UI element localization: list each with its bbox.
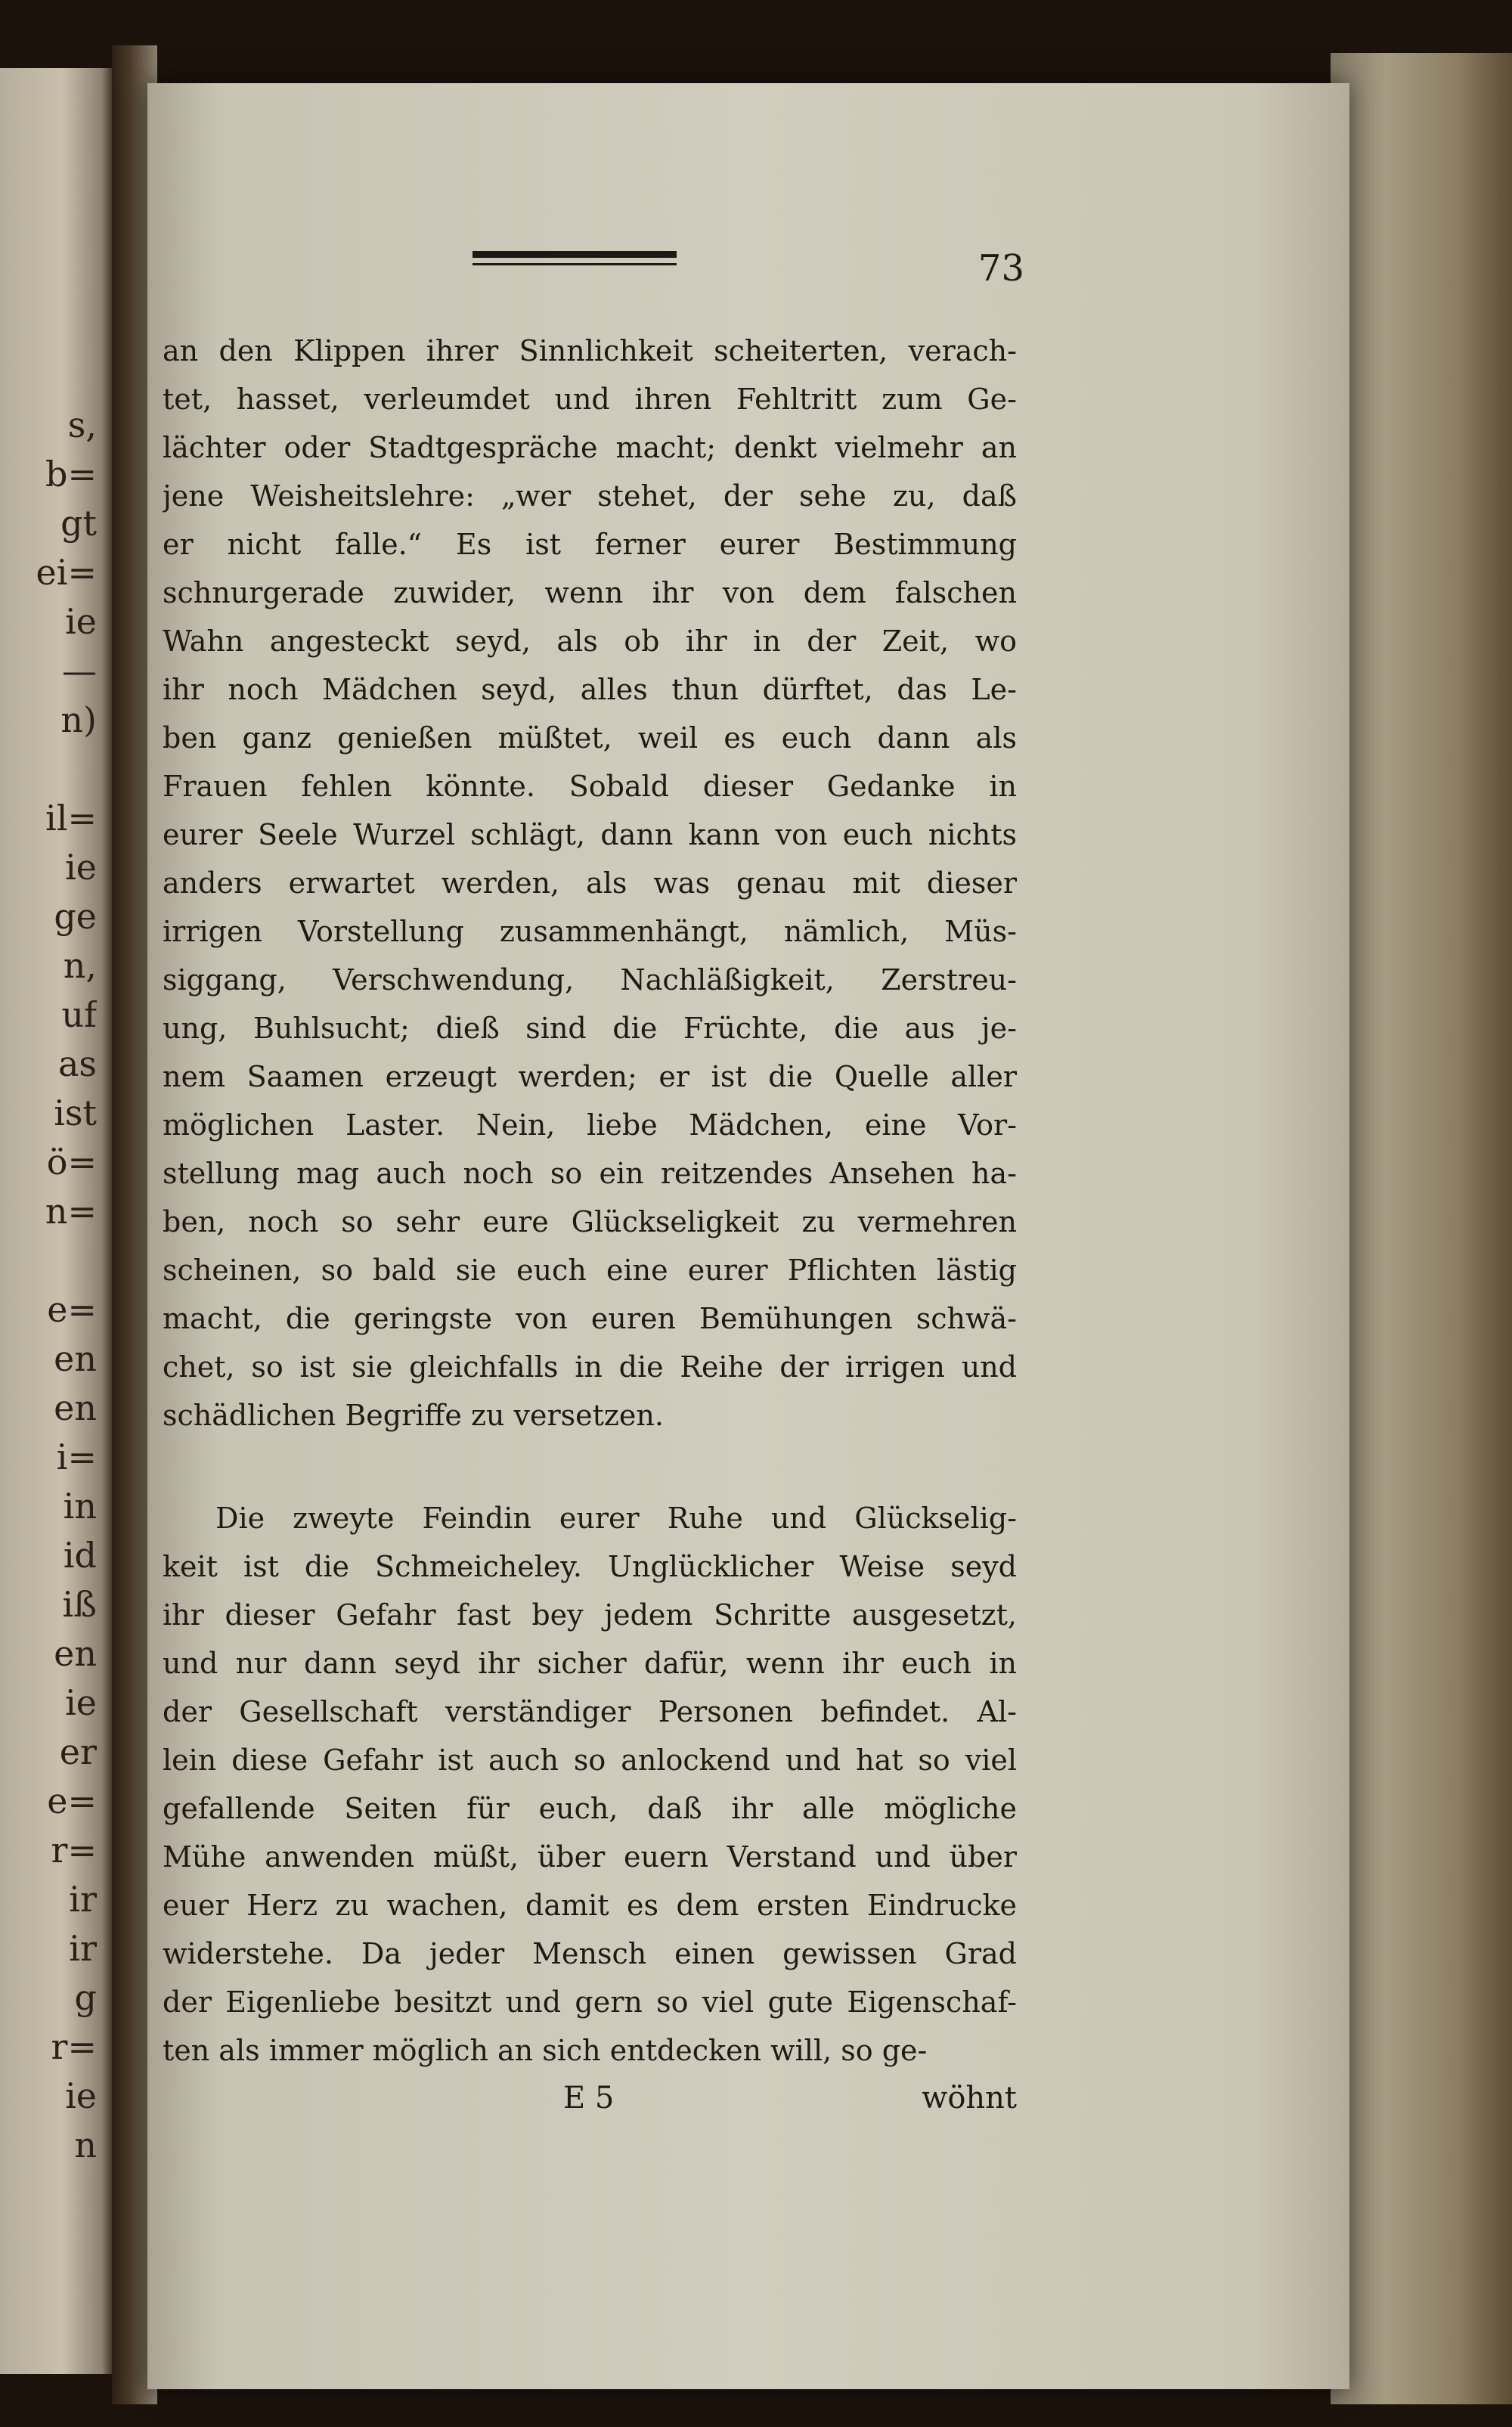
left-page-fragment: er	[59, 1731, 97, 1772]
header-rule	[472, 251, 677, 258]
left-page-fragment	[6, 745, 97, 794]
paragraph-2	[163, 1494, 1017, 2075]
text-line: irrigen Vorstellung zusammenhängt, nämlich, Müs-	[163, 915, 1017, 948]
left-page-fragment: ge	[54, 896, 97, 937]
header-rule-thin	[472, 263, 677, 265]
text-line: Mühe anwenden müßt, über euern Verstand und über	[163, 1840, 1017, 1874]
text-line: an den Klippen ihrer Sinnlichkeit scheiterten, verach-	[163, 334, 1017, 367]
left-page-fragment: i=	[56, 1437, 97, 1477]
text-line: nem Saamen erzeugt werden; er ist die Quelle aller	[163, 1060, 1017, 1093]
left-page-fragment: iß	[62, 1584, 97, 1625]
left-page-fragment: in	[63, 1486, 97, 1527]
left-page-fragment: e=	[47, 1289, 97, 1330]
left-page-fragment: il=	[45, 798, 97, 838]
text-line: ben ganz genießen müßtet, weil es euch dann als	[163, 721, 1017, 755]
text-line: ben, noch so sehr eure Glückseligkeit zu vermehren	[163, 1205, 1017, 1238]
left-page-fragment: ir	[69, 1879, 97, 1920]
text-line: ung, Buhlsucht; dieß sind die Früchte, die aus je-	[163, 1012, 1017, 1045]
left-page-fragment: s,	[67, 404, 97, 445]
text-line: der Eigenliebe besitzt und gern so viel gute Eigenschaf-	[163, 1985, 1017, 2019]
text-line: siggang, Verschwendung, Nachläßigkeit, Zerstreu-	[163, 963, 1017, 997]
paragraph-1	[163, 327, 1017, 1440]
left-page-edge	[0, 68, 113, 2374]
left-page-fragment: gt	[60, 503, 97, 544]
text-line: er nicht falle.“ Es ist ferner eurer Bestimmung	[163, 528, 1017, 561]
text-line: gefallende Seiten für euch, daß ihr alle mögliche	[163, 1792, 1017, 1825]
text-line: Frauen fehlen könnte. Sobald dieser Gedanke in	[163, 770, 1017, 803]
catchword: wöhnt	[922, 2081, 1017, 2115]
text-line: anders erwartet werden, als was genau mit dieser	[163, 866, 1017, 900]
text-line: widerstehe. Da jeder Mensch einen gewissen Grad	[163, 1937, 1017, 1970]
left-page-fragment: id	[63, 1535, 97, 1576]
text-line: eurer Seele Wurzel schlägt, dann kann von euch nichts	[163, 818, 1017, 851]
left-page-fragment: as	[57, 1043, 97, 1084]
left-page-fragment: r=	[51, 1830, 97, 1871]
left-page-fragment: ie	[65, 847, 97, 888]
text-line: ihr noch Mädchen seyd, alles thun dürftet, das Le-	[163, 673, 1017, 706]
left-page-fragment: g	[74, 1977, 97, 2018]
left-page-fragment: ie	[65, 1682, 97, 1723]
page-footer	[163, 2072, 1017, 2125]
text-line: ten als immer möglich an sich entdecken will, so ge-	[163, 2034, 928, 2067]
left-page-fragment: en	[54, 1338, 97, 1379]
left-page-fragment: en	[54, 1387, 97, 1428]
text-line: stellung mag auch noch so ein reitzendes Ansehen ha-	[163, 1157, 1017, 1190]
text-line: scheinen, so bald sie euch eine eurer Pflichten lästig	[163, 1254, 1017, 1287]
text-line: tet, hasset, verleumdet und ihren Fehltritt zum Ge-	[163, 383, 1017, 416]
left-page-fragment: ie	[65, 2075, 97, 2116]
left-page-fragment: b=	[45, 454, 97, 494]
left-page-fragment: ir	[69, 1928, 97, 1969]
text-line: lächter oder Stadtgespräche macht; denkt vielmehr an	[163, 431, 1017, 464]
text-line: macht, die geringste von euren Bemühungen schwä-	[163, 1302, 1017, 1335]
text-line: chet, so ist sie gleichfalls in die Reihe der irrigen und	[163, 1350, 1017, 1384]
left-page-fragment: r=	[51, 2026, 97, 2067]
book-page	[147, 83, 1349, 2389]
text-line: jene Weisheitslehre: „wer stehet, der sehe zu, daß	[163, 479, 1017, 513]
left-page-fragment: n	[74, 2125, 97, 2165]
text-line: Die zweyte Feindin eurer Ruhe und Glückselig-	[215, 1502, 1017, 1535]
left-page-fragment: ist	[54, 1093, 97, 1133]
paragraph-gap	[163, 1440, 1017, 1494]
left-page-fragment: uf	[61, 994, 97, 1035]
text-line: und nur dann seyd ihr sicher dafür, wenn ihr euch in	[163, 1647, 1017, 1680]
text-line: schnurgerade zuwider, wenn ihr von dem falschen	[163, 576, 1017, 609]
left-page-fragment: en	[54, 1633, 97, 1674]
page-number: 73	[978, 247, 1024, 290]
left-page-fragment: n)	[60, 699, 97, 740]
book-fore-edge	[1331, 53, 1512, 2404]
left-page-fragment: ei=	[36, 552, 97, 593]
body-text	[163, 327, 1017, 2075]
text-line: keit ist die Schmeicheley. Unglücklicher Weise seyd	[163, 1550, 1017, 1583]
left-page-fragment: —	[62, 650, 97, 691]
left-page-fragment: ö=	[46, 1142, 97, 1183]
left-page-text-fragments	[6, 401, 97, 2170]
signature-mark: E 5	[563, 2081, 615, 2115]
left-page-fragment: n,	[63, 945, 97, 986]
text-line: Wahn angesteckt seyd, als ob ihr in der Zeit, wo	[163, 625, 1017, 658]
left-page-fragment: n=	[45, 1191, 97, 1232]
text-line: der Gesellschaft verständiger Personen befindet. Al-	[163, 1695, 1017, 1728]
left-page-fragment: ie	[65, 601, 97, 642]
left-page-fragment	[6, 1236, 97, 1285]
text-line: schädlichen Begriffe zu versetzen.	[163, 1399, 664, 1432]
text-line: möglichen Laster. Nein, liebe Mädchen, eine Vor-	[163, 1108, 1017, 1142]
text-line: lein diese Gefahr ist auch so anlockend und hat so viel	[163, 1744, 1017, 1777]
left-page-fragment: e=	[47, 1781, 97, 1821]
text-line: ihr dieser Gefahr fast bey jedem Schritte ausgesetzt,	[163, 1598, 1017, 1632]
text-line: euer Herz zu wachen, damit es dem ersten Eindrucke	[163, 1889, 1017, 1922]
